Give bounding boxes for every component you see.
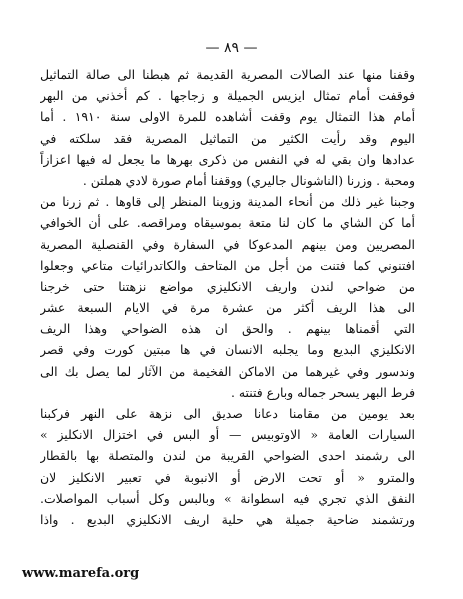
text-line: وقفنا منها عند الصالات المصرية القديمة ثم هبطنا الى صالة التماثيل: [40, 67, 415, 82]
text-line: المصريين ومن بينهم المدعوكا في السفارة وفي القنصلية المصرية: [40, 236, 415, 252]
text-line: أمام هذا التمثال يوم وقفت أشاهده للمرة الاولى سنة ١٩١٠ . أما: [40, 109, 415, 125]
text-line: وندسور وفي غيرهما من الاماكن الفخيمة من الآثار لما يصل بك الى: [40, 363, 415, 379]
text-line: الانكليزي البديع وما يجلبه الانسان في ها مبتين كورت وفي قصر: [40, 342, 415, 358]
text-line: الى هذا الريف أكثر من عشرة مرة في الايام السبعة عشر: [40, 300, 415, 316]
text-line: النفق الذي تجري فيه اسطوانة » وبالبس وكل أسباب المواصلات.: [40, 490, 415, 506]
text-line: وجبنا غير ذلك من أنحاء المدينة وزوينا المنظر إلى قاوها . ثم زرنا من: [40, 194, 415, 210]
text-line: أما كن الشاي ما كان لنا متعة بموسيقاه ومراقصه. على أن الخوافي: [40, 215, 415, 231]
text-line: فرط البهر يسحر جماله وبارع فتنته .: [230, 384, 415, 400]
text-line: السيارات العامة « الاوتوبيس — أو البس في اختزال الانكليز »: [40, 427, 415, 443]
text-line: والمترو « أو تحت الارض أو الانبوبة في تعبير الانكليز لان: [40, 469, 415, 485]
footer-website: www.marefa.org: [22, 566, 140, 581]
page-number: — ٨٩ —: [205, 40, 258, 56]
text-line: افتنوني كما فتنت من أجل من المتاحف والكاتدرائيات متاعي وجعلوا: [40, 257, 415, 273]
paragraph-2: [40, 191, 415, 403]
text-line: من ضواحي لندن واريف الانكليزي مواضع نزهتنا حتى خرجنا: [40, 278, 415, 294]
text-line: التي أقمناها بينهم . والحق ان هذه الضواحي وهذا الريف: [40, 321, 415, 337]
paragraph-3: [40, 403, 415, 530]
text-line: عدادها وان بقي له في النفس من ذكرى بهرها ما يجعل له فيها اعزازاً: [40, 151, 415, 167]
text-line: فوقفت أمام تمثال ايزيس الجميلة و زجاجها . كم أخذني من البهر: [40, 88, 415, 104]
text-line: ورتشمند ضاحية جميلة هي حلية اريف الانكليزي البديع . واذا: [40, 511, 415, 527]
text-line: الى رشمند احدى الضواحي القريبة من لندن والمتصلة بها بالقطار: [40, 448, 415, 464]
paragraph-1: [40, 64, 415, 191]
text-line: اليوم وقد رأيت الكثير من التماثيل المصرية فقد سلكته في: [40, 130, 415, 146]
text-line: ومحبة . وزرنا (الناشونال جاليري) ووقفنا أمام صورة لادي هملتن .: [82, 172, 415, 188]
body-text: [40, 64, 415, 530]
text-line: بعد يومين من مقامنا دعانا صديق الى نزهة على النهر فركبنا: [40, 406, 415, 421]
